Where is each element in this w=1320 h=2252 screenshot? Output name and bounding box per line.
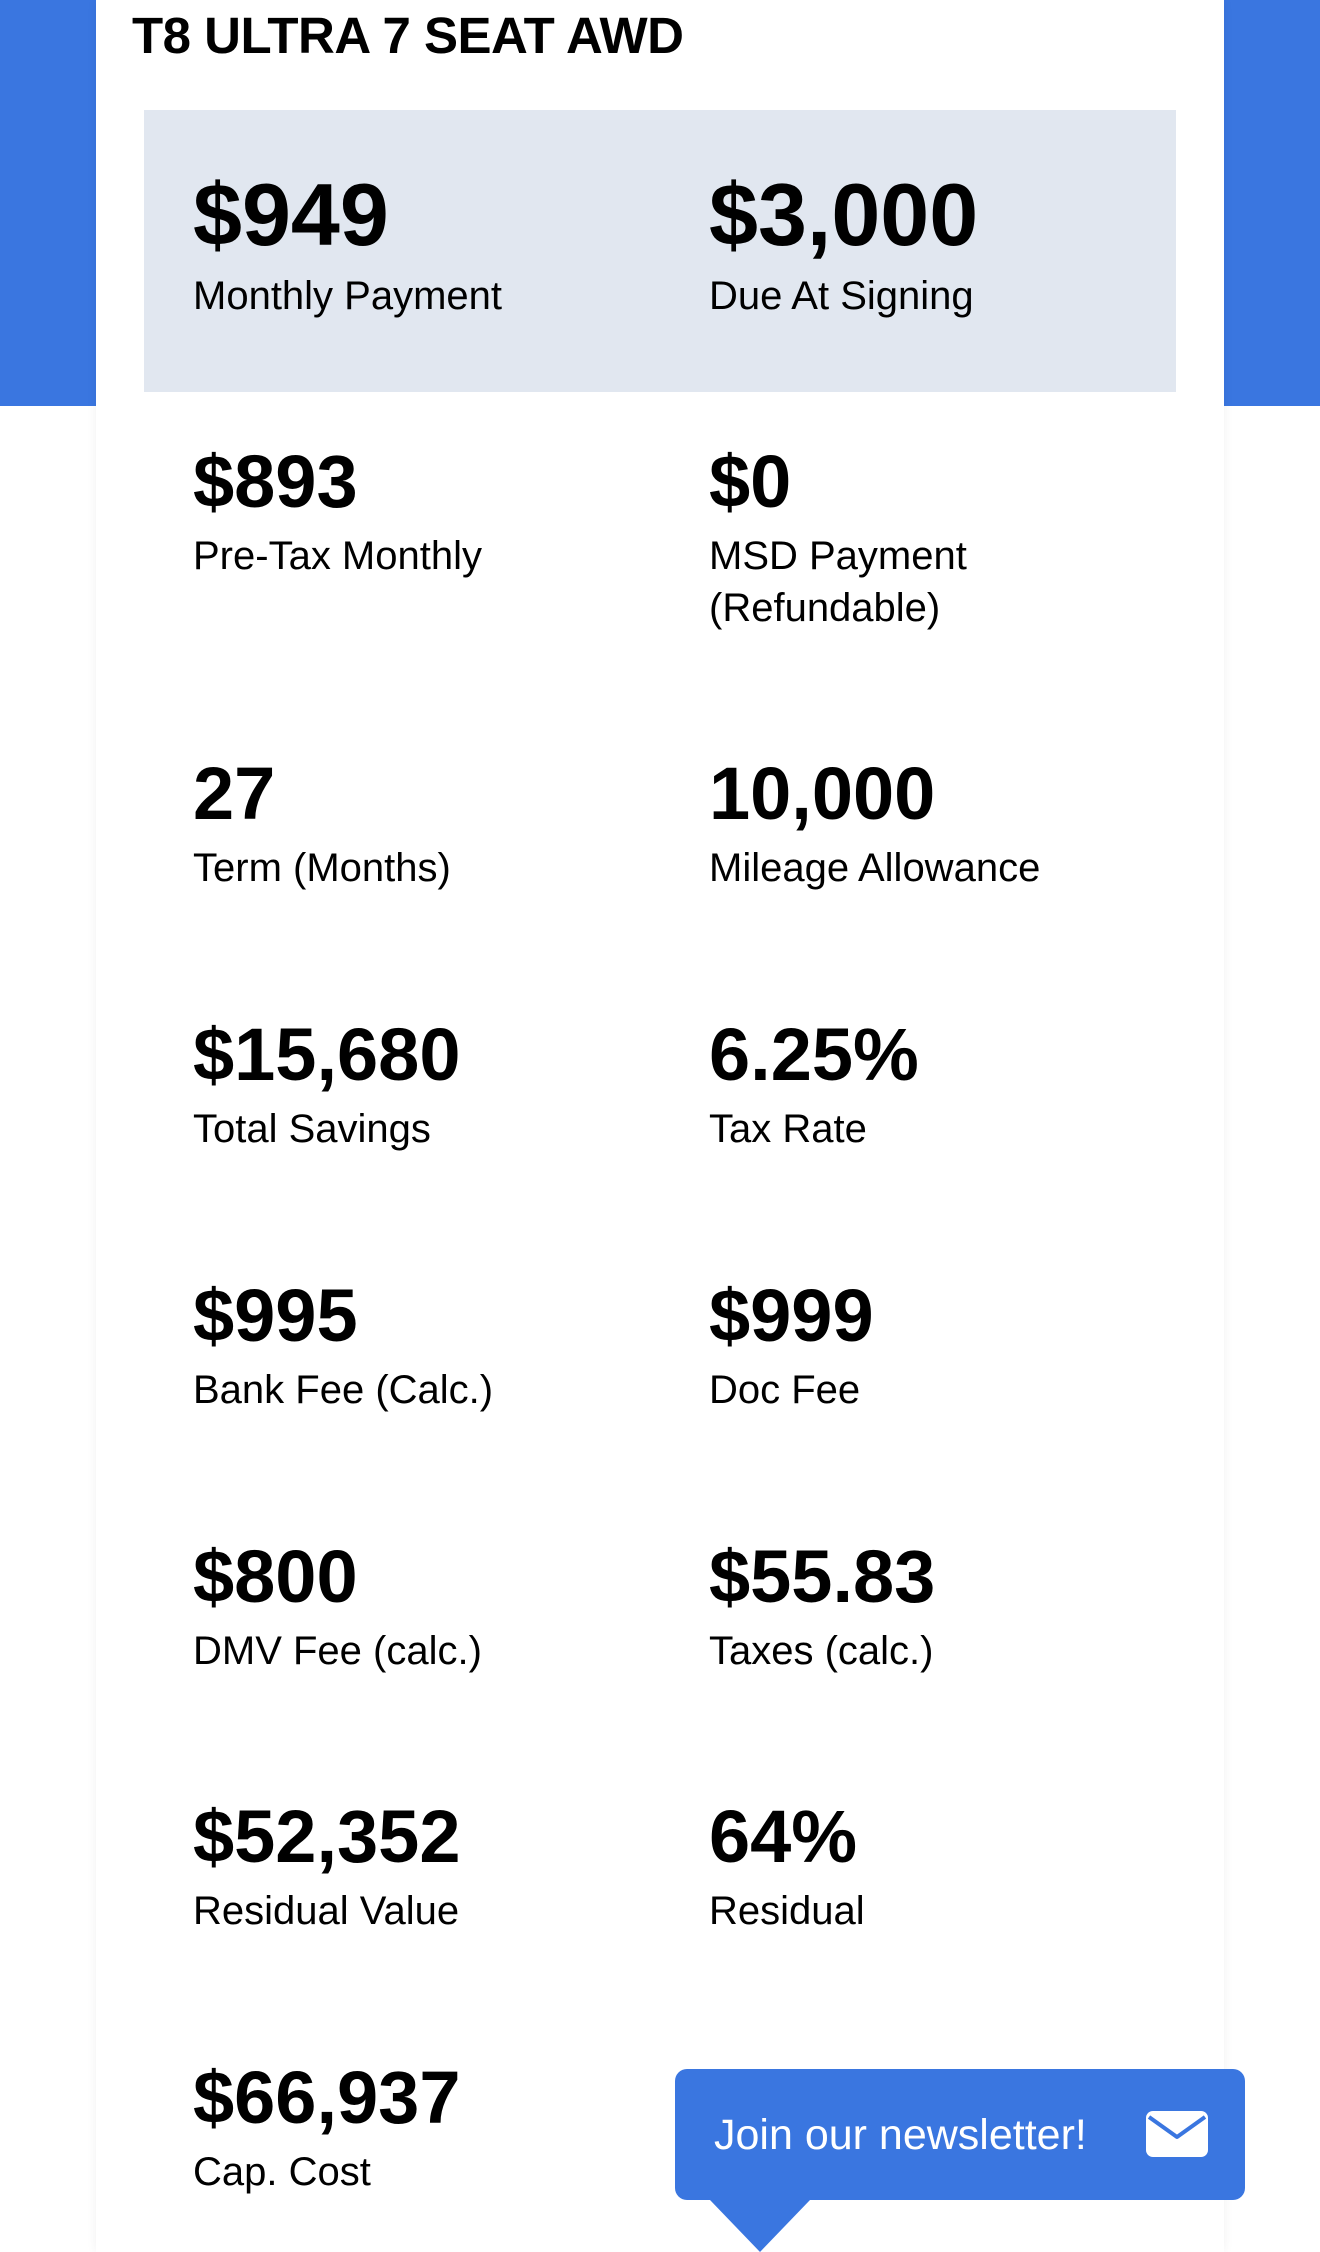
lease-details-card	[96, 0, 1224, 2252]
due-at-signing-stat	[709, 165, 979, 322]
stat-value: $3,000	[709, 165, 979, 264]
stat-label: DMV Fee (calc.)	[193, 1629, 482, 1673]
envelope-icon	[1146, 2111, 1208, 2157]
tax-rate-stat	[709, 1015, 919, 1155]
vehicle-trim-title: T8 ULTRA 7 SEAT AWD	[132, 7, 684, 64]
monthly-payment-stat	[193, 165, 503, 322]
stat-value: $800	[193, 1535, 358, 1618]
pre-tax-monthly-stat	[193, 442, 482, 582]
stat-label: Cap. Cost	[193, 2150, 371, 2194]
header-band-right	[1224, 0, 1320, 406]
residual-percent-stat	[709, 1797, 865, 1937]
newsletter-pointer	[710, 2200, 810, 2252]
stat-value: 64%	[709, 1795, 858, 1878]
stat-label: Taxes (calc.)	[709, 1629, 934, 1673]
stat-value: $55.83	[709, 1535, 936, 1618]
stat-label: Due At Signing	[709, 274, 974, 318]
stat-value: $0	[709, 440, 792, 523]
stat-label: Monthly Payment	[193, 274, 503, 318]
stat-label: MSD Payment	[709, 534, 967, 578]
total-savings-stat	[193, 1015, 461, 1155]
stat-label: Bank Fee (Calc.)	[193, 1368, 494, 1412]
stat-label: Pre-Tax Monthly	[193, 534, 482, 578]
newsletter-button[interactable]	[675, 2069, 1245, 2200]
mileage-allowance-stat	[709, 754, 1040, 894]
stat-value: 6.25%	[709, 1013, 919, 1096]
stat-label-line2: (Refundable)	[709, 586, 941, 630]
dmv-fee-stat	[193, 1537, 482, 1677]
stat-value: $893	[193, 440, 358, 523]
taxes-stat	[709, 1537, 935, 1677]
stat-value: $995	[193, 1274, 358, 1357]
stat-label: Doc Fee	[709, 1368, 861, 1412]
stat-value: $66,937	[193, 2056, 461, 2139]
cap-cost-stat	[193, 2058, 461, 2198]
stat-value: 10,000	[709, 752, 936, 835]
stat-label: Tax Rate	[709, 1107, 867, 1151]
stat-label: Residual	[709, 1889, 865, 1933]
stat-label: Term (Months)	[193, 846, 451, 890]
stat-value: $52,352	[193, 1795, 461, 1878]
stat-value: 27	[193, 752, 276, 835]
msd-payment-stat	[709, 442, 967, 634]
doc-fee-stat	[709, 1276, 874, 1416]
stat-label: Residual Value	[193, 1889, 460, 1933]
header-band-left	[0, 0, 96, 406]
newsletter-label: Join our newsletter!	[714, 2110, 1087, 2159]
term-stat	[193, 754, 451, 894]
stat-value: $15,680	[193, 1013, 461, 1096]
stat-label: Mileage Allowance	[709, 846, 1041, 890]
residual-value-stat	[193, 1797, 461, 1937]
bank-fee-stat	[193, 1276, 493, 1416]
stat-label: Total Savings	[193, 1107, 431, 1151]
stat-value: $949	[193, 165, 389, 264]
stat-value: $999	[709, 1274, 874, 1357]
